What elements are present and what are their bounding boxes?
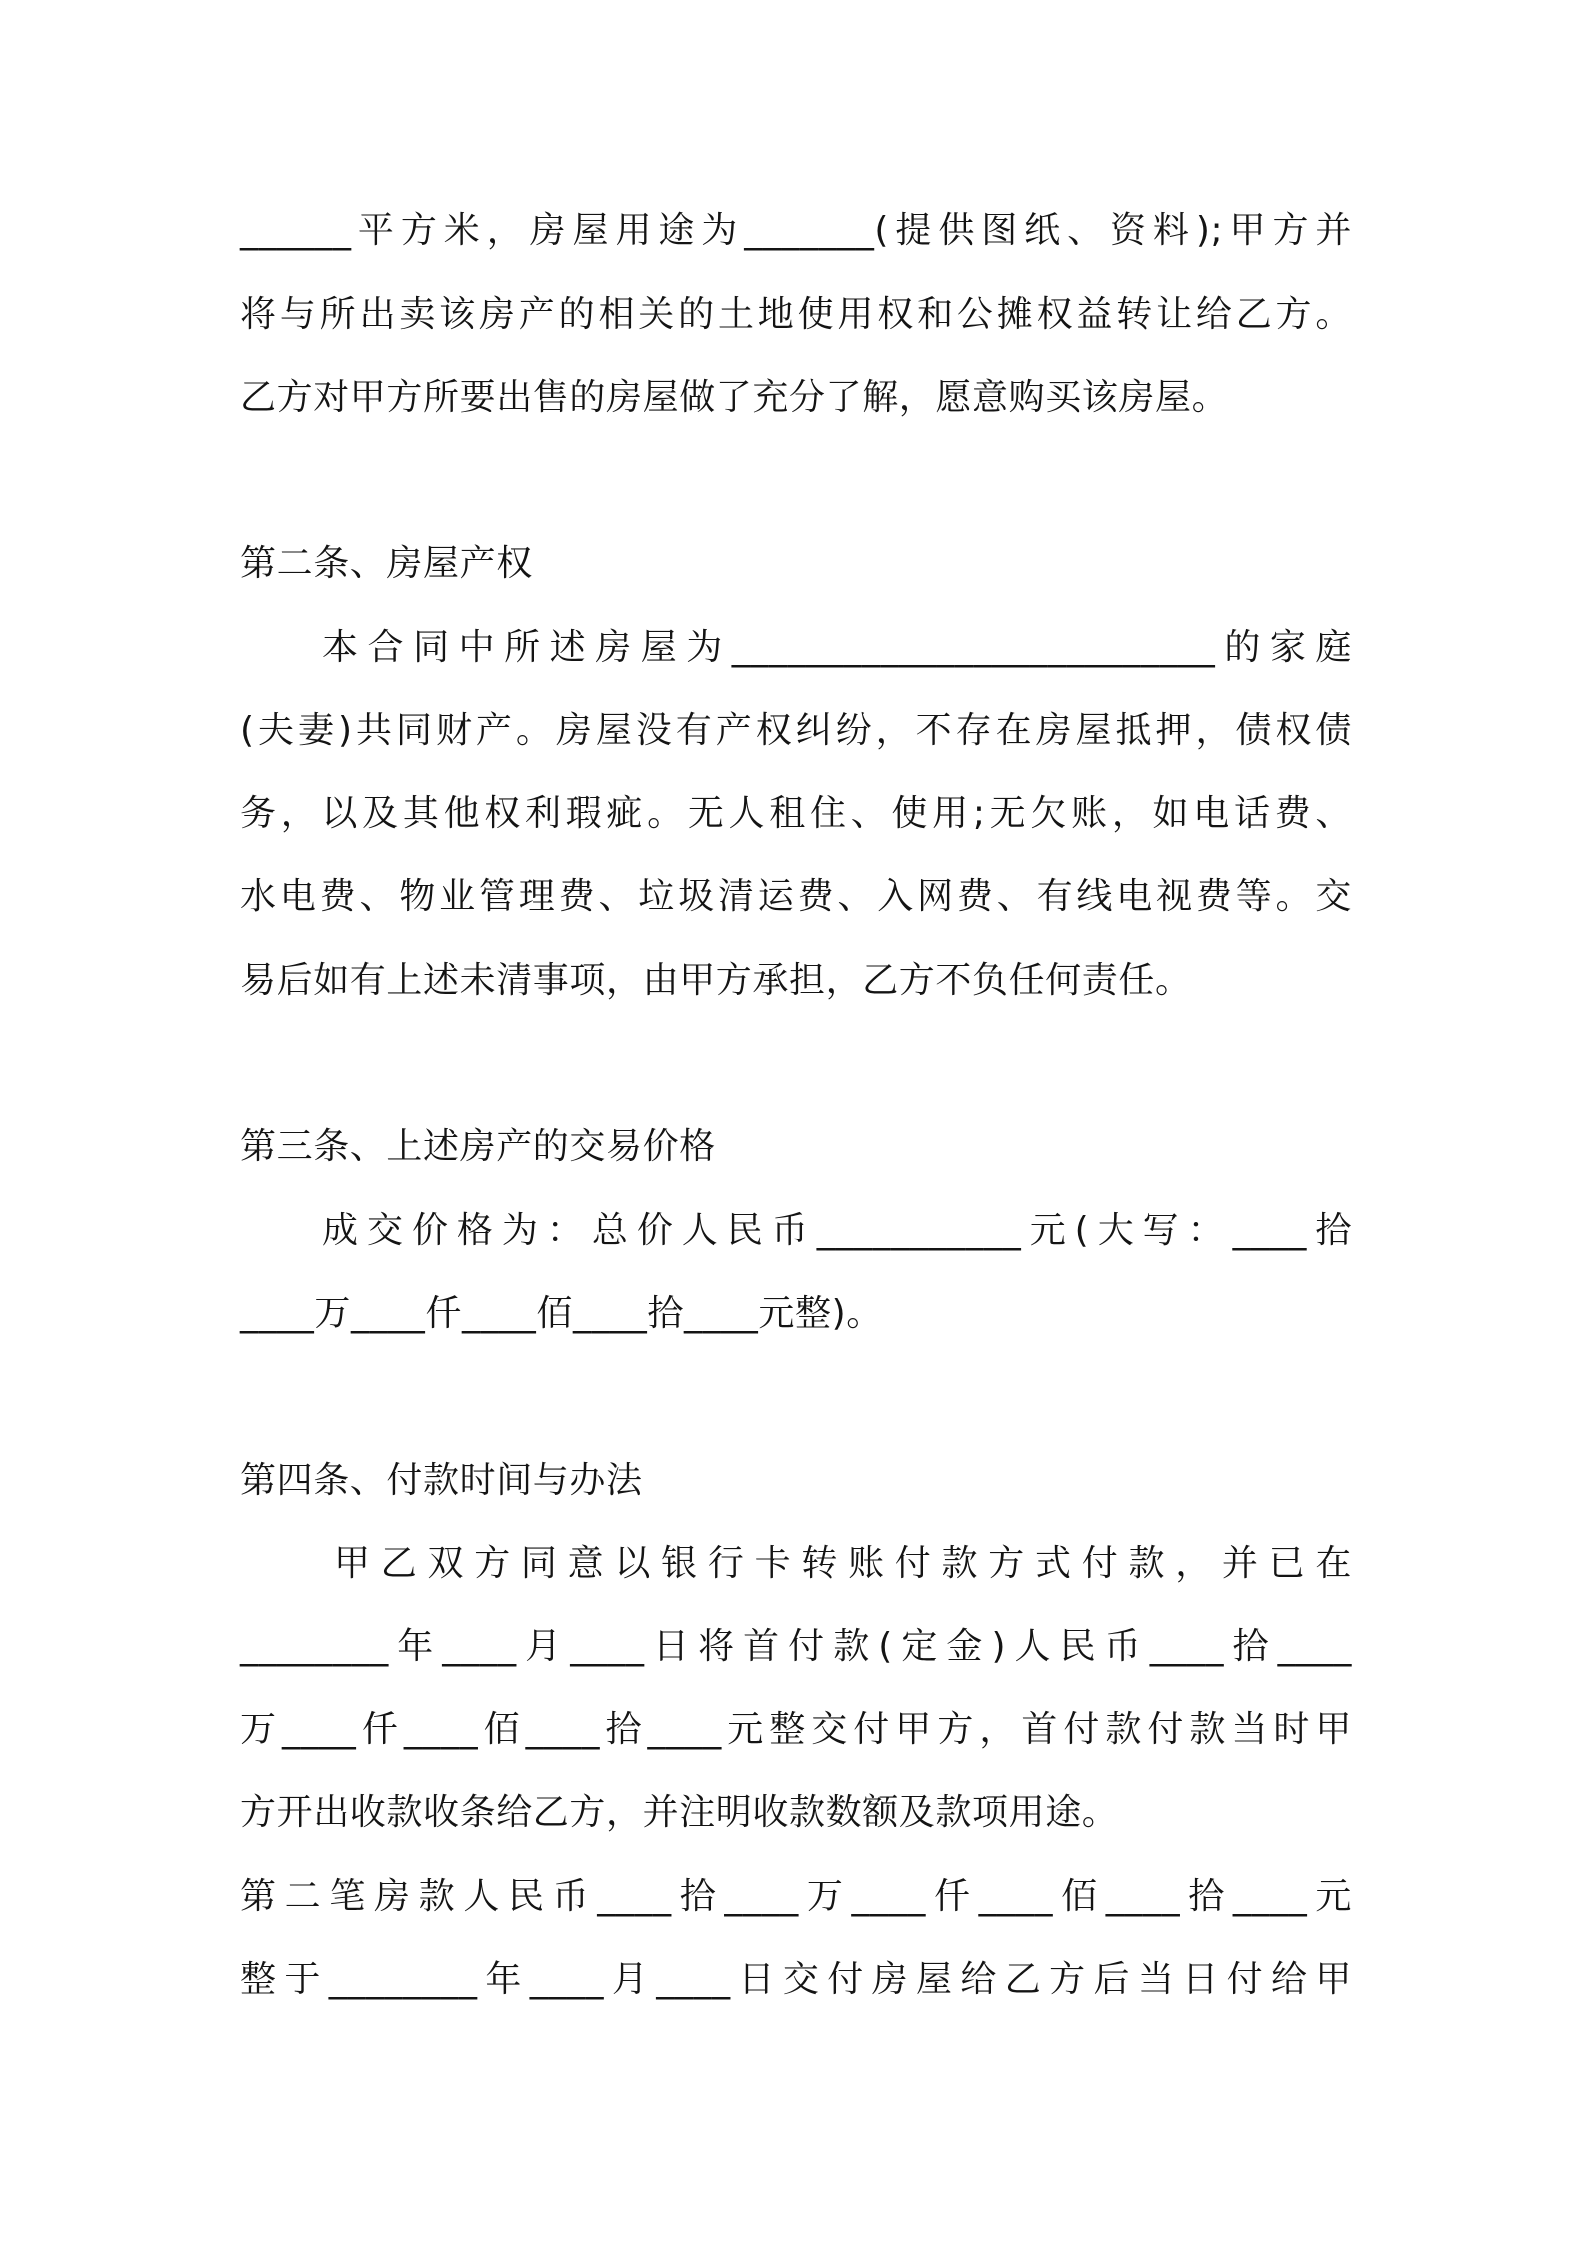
section3-line-1: 成交价格为：总价人民币___________元(大写：____拾 <box>322 1210 1352 1251</box>
section4-line-2: ________年____月____日将首付款(定金)人民币____拾____ <box>240 1626 1352 1667</box>
section2-line-4: 水电费、物业管理费、垃圾清运费、入网费、有线电视费等。交 <box>240 876 1352 917</box>
section2-line-1: 本合同中所述房屋为__________________________的家庭 <box>322 627 1352 668</box>
section4-line-5: 第二笔房款人民币____拾____万____仟____佰____拾____元 <box>240 1876 1352 1917</box>
section2-heading: 第二条、房屋产权 <box>240 543 533 584</box>
section4-line-1: 甲乙双方同意以银行卡转账付款方式付款，并已在 <box>334 1543 1352 1584</box>
section2-line-3: 务，以及其他权利瑕疵。无人租住、使用;无欠账，如电话费、 <box>240 793 1352 834</box>
section4-line-4: 方开出收款收条给乙方，并注明收款数额及款项用途。 <box>240 1792 1119 1833</box>
section2-line-2: (夫妻)共同财产。房屋没有产权纠纷，不存在房屋抵押，债权债 <box>240 710 1352 751</box>
section2-line-5: 易后如有上述未清事项，由甲方承担，乙方不负任何责任。 <box>240 960 1192 1001</box>
section4-heading: 第四条、付款时间与办法 <box>240 1460 643 1501</box>
section1-line-3: 乙方对甲方所要出售的房屋做了充分了解，愿意购买该房屋。 <box>240 377 1229 418</box>
section1-line-1: ______平方米，房屋用途为_______(提供图纸、资料);甲方并 <box>240 210 1352 251</box>
section4-line-6: 整于________年____月____日交付房屋给乙方后当日付给甲 <box>240 1959 1352 2000</box>
section4-line-3: 万____仟____佰____拾____元整交付甲方，首付款付款当时甲 <box>240 1709 1352 1750</box>
section3-line-2: ____万____仟____佰____拾____元整)。 <box>240 1293 883 1334</box>
section1-line-2: 将与所出卖该房产的相关的土地使用权和公摊权益转让给乙方。 <box>240 294 1352 335</box>
section3-heading: 第三条、上述房产的交易价格 <box>240 1126 716 1167</box>
